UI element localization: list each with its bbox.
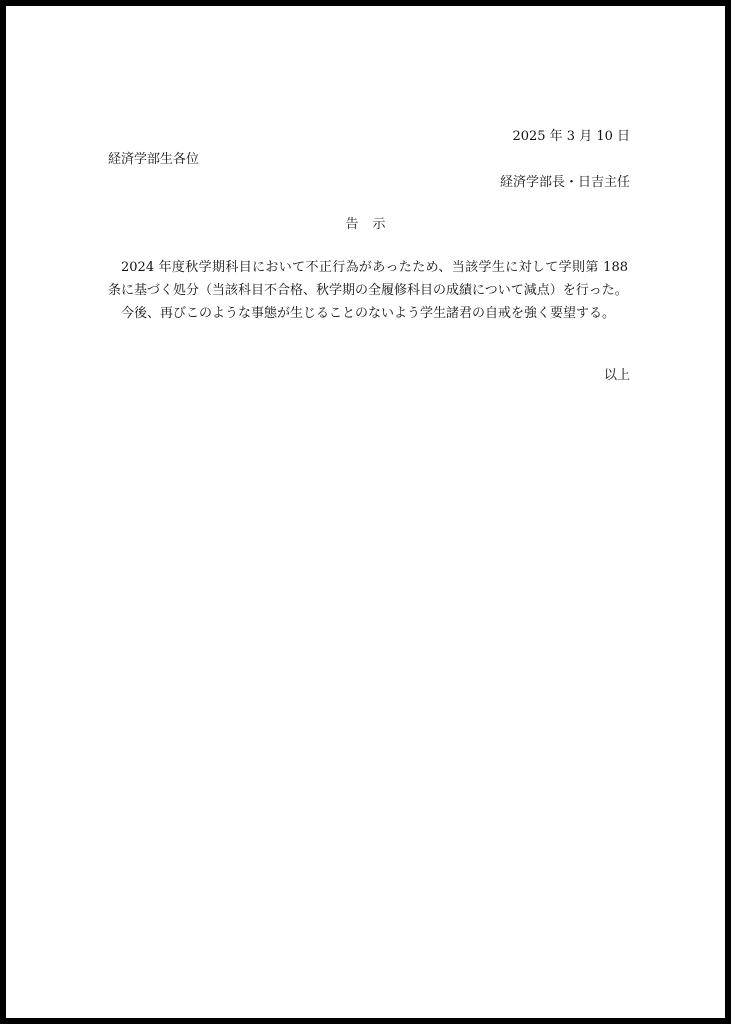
notice-title: 告示	[345, 217, 400, 232]
notice-body	[108, 256, 628, 325]
notice-sender: 経済学部長・日吉主任	[499, 175, 630, 190]
notice-closing: 以上	[603, 368, 630, 383]
document-page	[6, 6, 725, 1018]
notice-paragraph-2: 今後、再びこのような事態が生じることのないよう学生諸君の自戒を強く要望する。	[121, 306, 616, 321]
notice-recipient: 経済学部生各位	[108, 152, 200, 167]
notice-date: 2025 年 3 月 10 日	[512, 129, 630, 144]
notice-paragraph-1: 2024 年度秋学期科目において不正行為があったため、当該学生に対して学則第 188 条に基づく処分（当該科目不合格、秋学期の全履修科目の成績について減点）を行った。	[108, 260, 628, 298]
